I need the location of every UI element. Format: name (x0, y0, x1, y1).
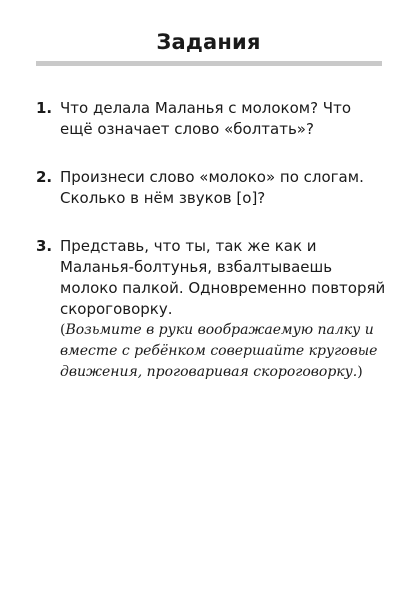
task-item (36, 98, 386, 140)
note-open-paren: ( (60, 322, 66, 338)
task-number: 3. (36, 237, 53, 255)
task-number: 2. (36, 168, 53, 186)
task-note (60, 320, 386, 383)
task-item (36, 236, 386, 383)
title-divider (36, 61, 382, 66)
note-text: Возьмите в руки воображаемую палку и вместе с ребёнком совершайте круговые движения, проговаривая скороговорку. (60, 322, 378, 380)
task-text: Представь, что ты, так же как и Маланья-болтунья, взбалтываешь молоко палкой. Одновременно повторяй скороговорку. (60, 237, 386, 318)
task-number: 1. (36, 99, 53, 117)
task-text: Произнеси слово «молоко» по слогам. Сколько в нём звуков [о]? (60, 168, 364, 207)
page-title: Задания (156, 30, 261, 54)
note-close-paren: ) (357, 364, 363, 380)
task-list (36, 98, 386, 410)
task-item (36, 167, 386, 209)
task-text: Что делала Маланья с молоком? Что ещё означает слово «болтать»? (60, 99, 351, 138)
